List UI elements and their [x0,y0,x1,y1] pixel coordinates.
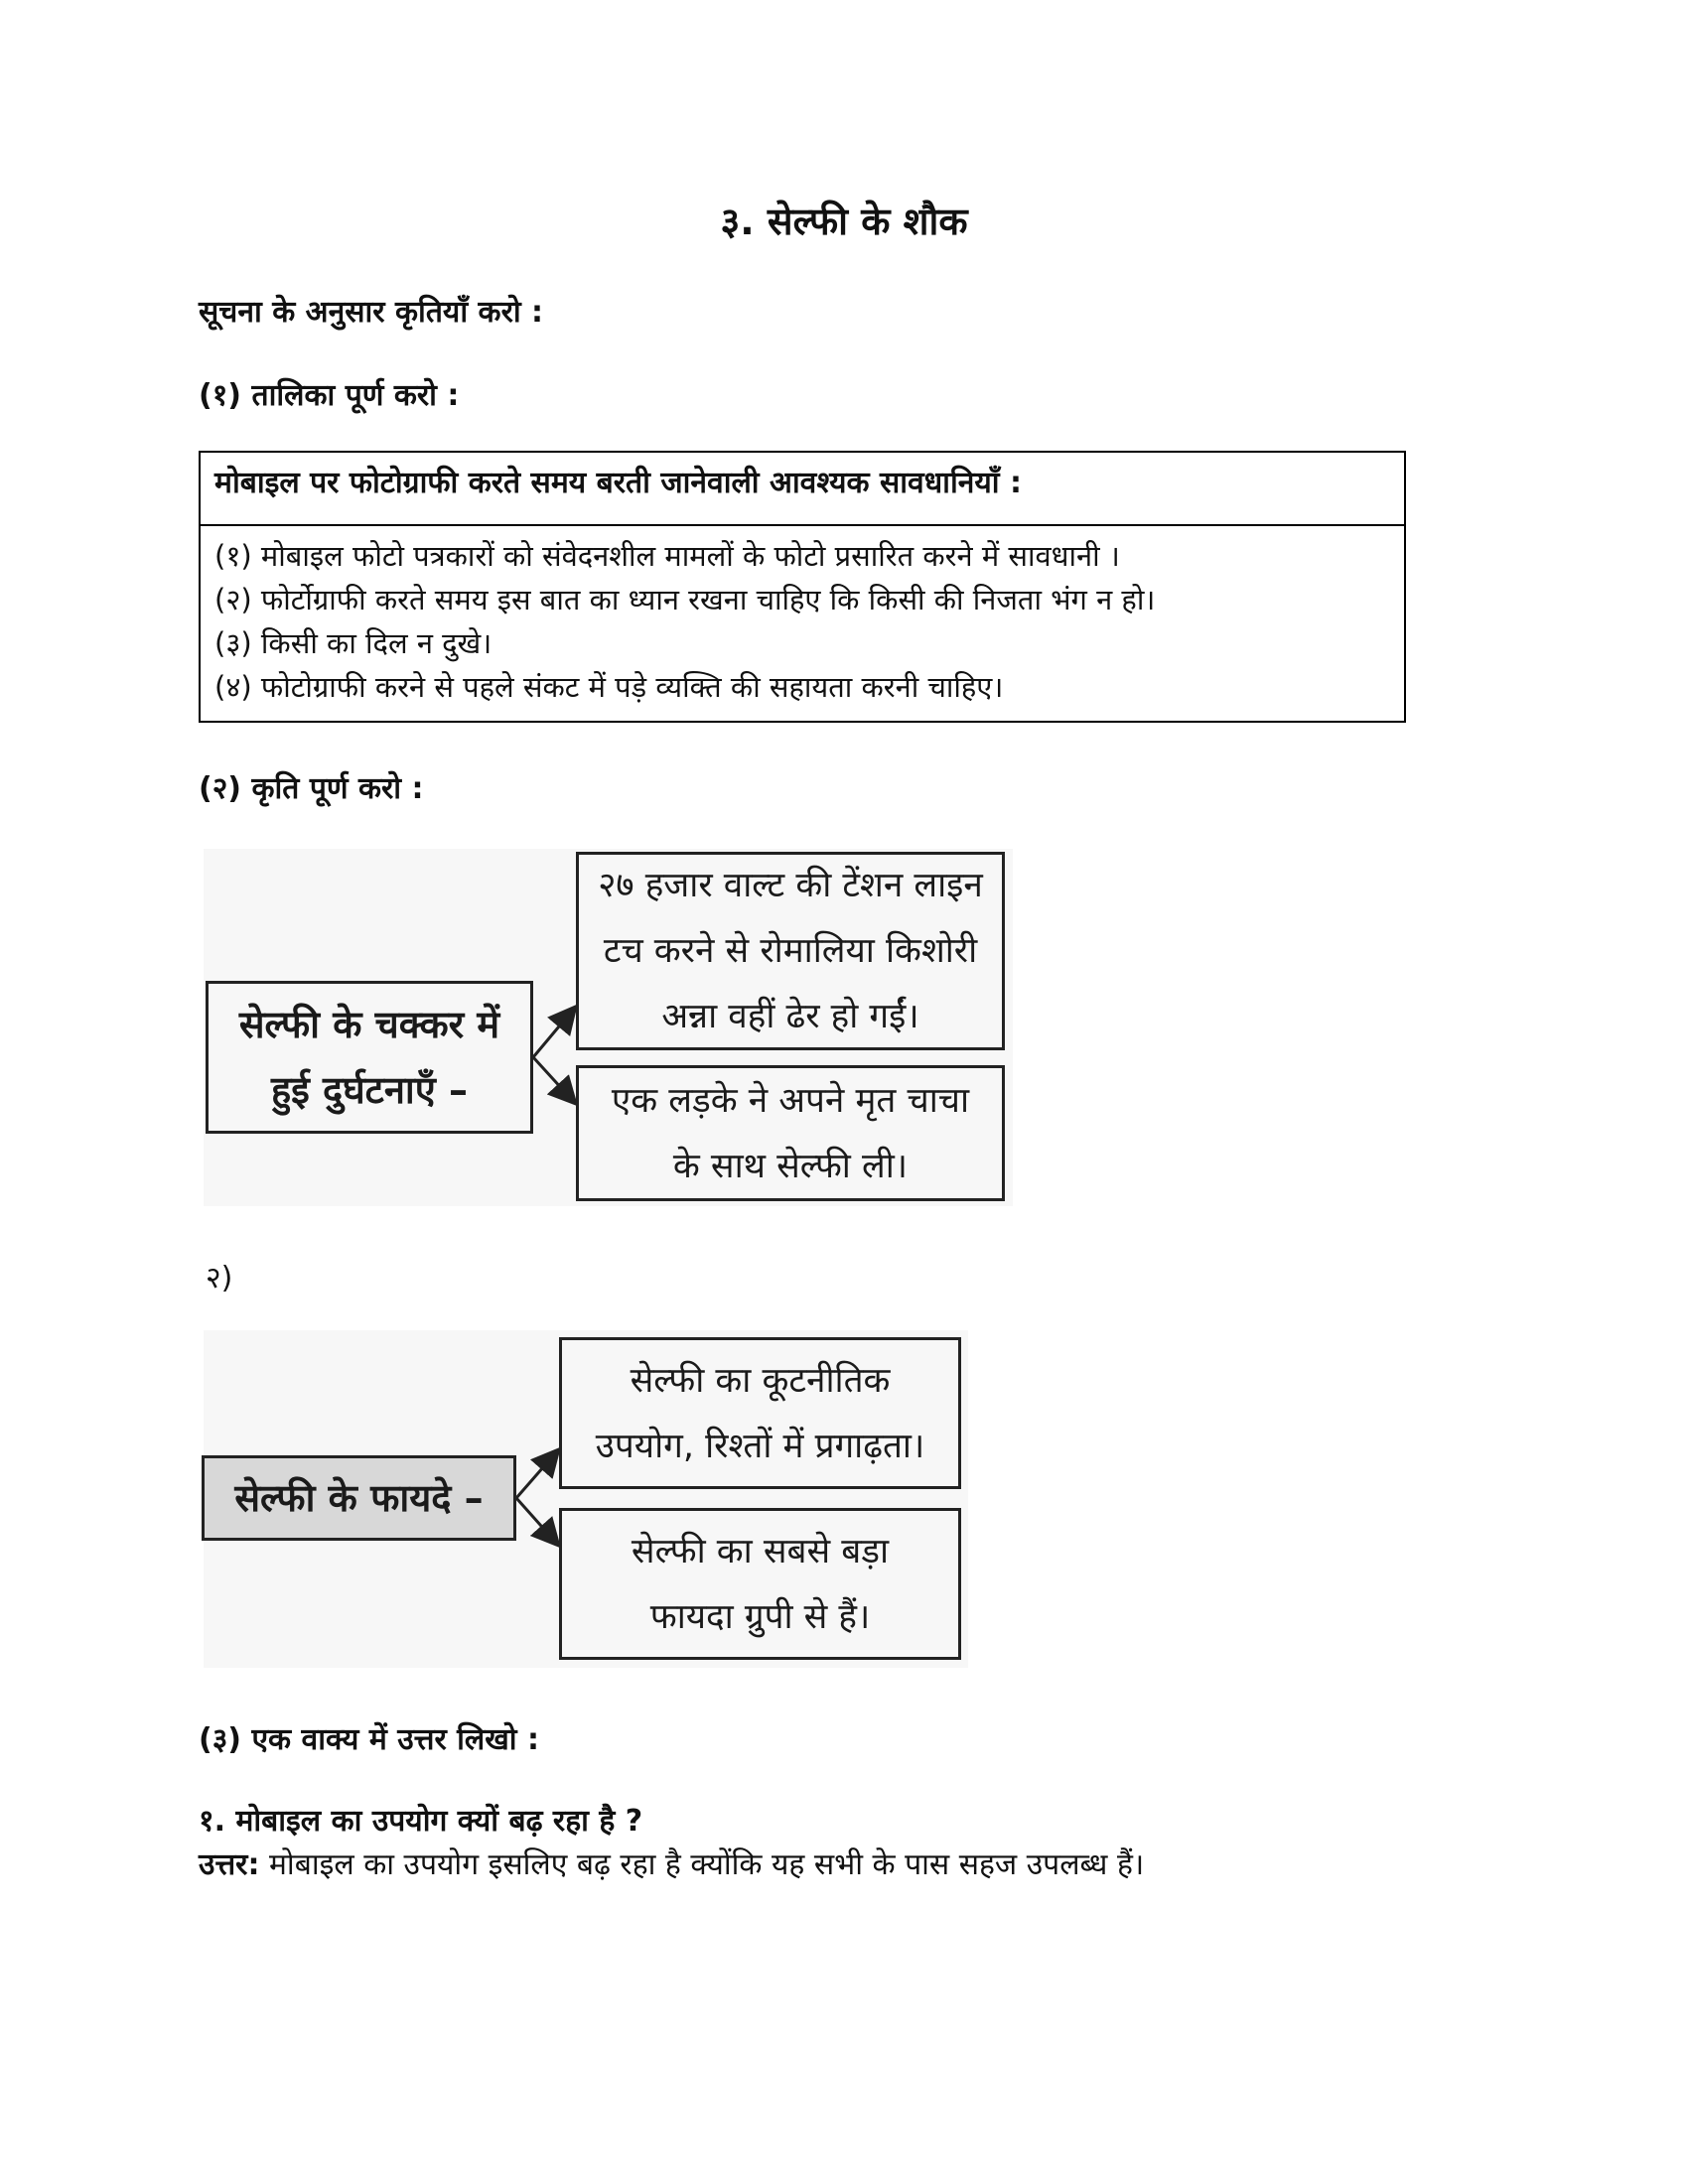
section2-heading: (२) कृति पूर्ण करो : [199,771,424,806]
diagram2-item-box: सेल्फी का सबसे बड़ा फायदा ग्रुपी से हैं। [559,1508,961,1660]
answer-line [199,1843,1144,1883]
answer-label: उत्तर: [199,1847,260,1882]
sub-label: २) [206,1261,233,1296]
section3-heading: (३) एक वाक्य में उत्तर लिखो : [199,1722,540,1757]
arrow-icon [516,1498,557,1544]
section1-heading: (१) तालिका पूर्ण करो : [199,378,460,413]
diagram1-main-box: सेल्फी के चक्कर में हुई दुर्घटनाएँ – [206,981,533,1134]
question: १. मोबाइल का उपयोग क्यों बढ़ रहा है ? [199,1804,643,1839]
page-title: ३. सेल्फी के शौक [720,200,968,243]
table-header: मोबाइल पर फोटोग्राफी करते समय बरती जानेवाली आवश्यक सावधानियाँ : [201,453,1404,526]
diagram2-main-box: सेल्फी के फायदे – [202,1455,516,1541]
diagram1-item-box: २७ हजार वाल्ट की टेंशन लाइन टच करने से रोमालिया किशोरी अन्ना वहीं ढेर हो गईं। [576,852,1005,1050]
table-row: (१) मोबाइल फोटो पत्रकारों को संवेदनशील मामलों के फोटो प्रसारित करने में सावधानी । [214,539,1120,573]
table-row: (२) फोर्टोग्राफी करते समय इस बात का ध्यान रखना चाहिए कि किसी की निजता भंग न हो। [214,583,1156,616]
arrow-icon [533,1009,574,1057]
arrow-icon [516,1451,557,1498]
diagram2-item-box: सेल्फी का कूटनीतिक उपयोग, रिश्तों में प्रगाढ़ता। [559,1337,961,1489]
instruction: सूचना के अनुसार कृतियाँ करो : [199,295,544,330]
answer-text: मोबाइल का उपयोग इसलिए बढ़ रहा है क्योंकि यह सभी के पास सहज उपलब्ध हैं। [268,1847,1145,1882]
arrow-icon [533,1057,574,1102]
table-row: (३) किसी का दिल न दुखे। [214,626,492,660]
table-row: (४) फोटोग्राफी करने से पहले संकट में पड़े व्यक्ति की सहायता करनी चाहिए। [214,670,1004,704]
diagram1-item-box: एक लड़के ने अपने मृत चाचा के साथ सेल्फी ली। [576,1065,1005,1201]
